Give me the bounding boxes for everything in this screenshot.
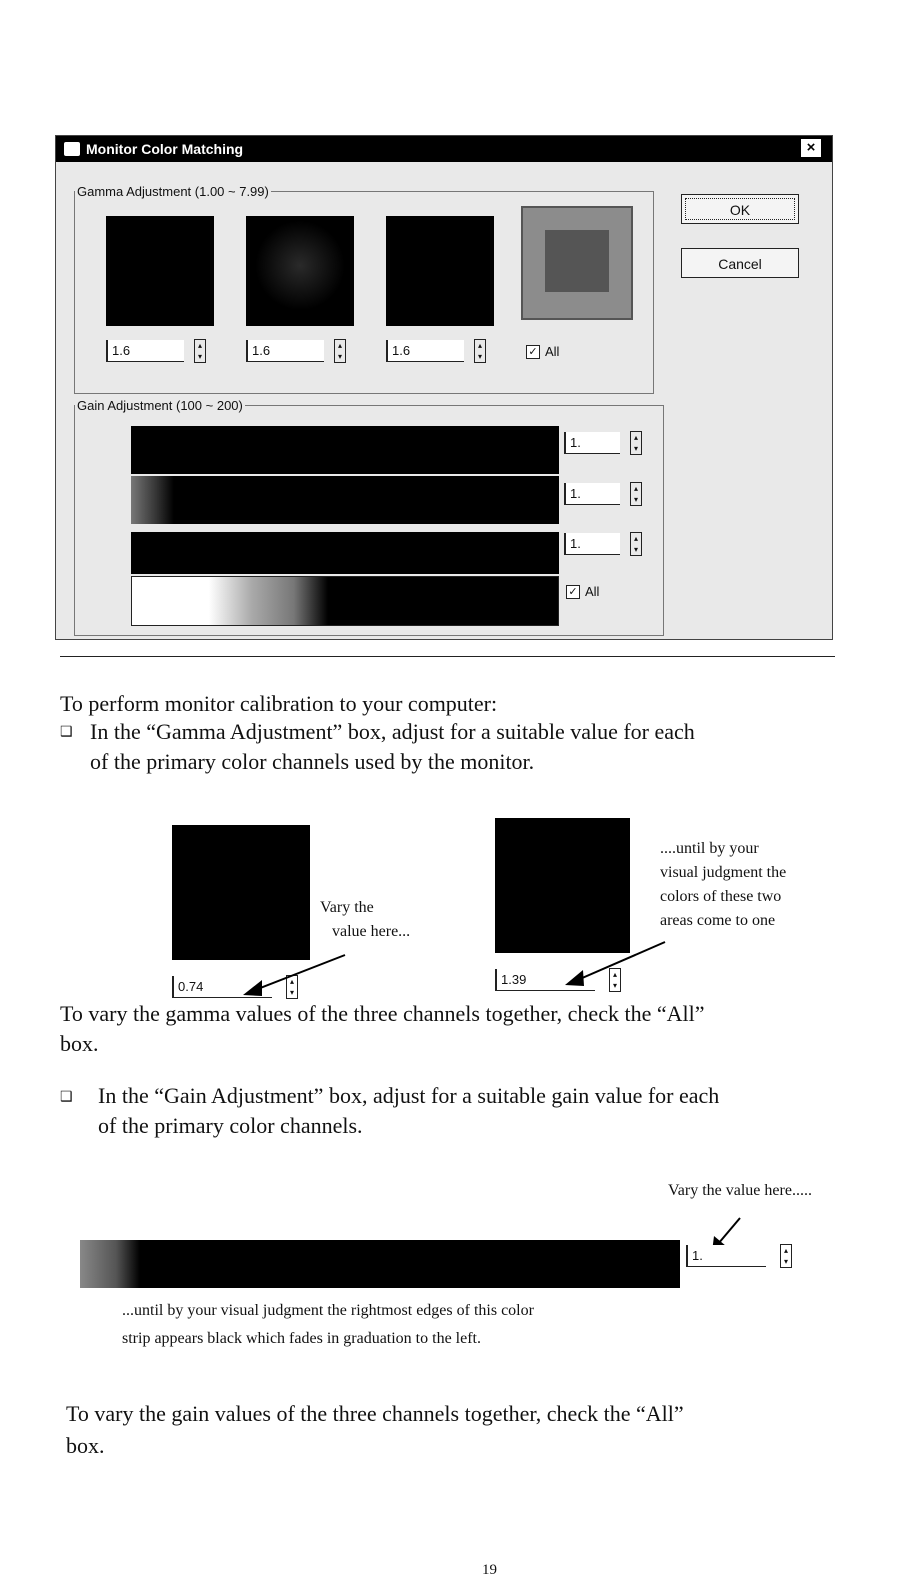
callout-arrowhead-2: [565, 970, 584, 986]
gain-red-input[interactable]: 1.: [564, 432, 620, 454]
gamma-green-arrows[interactable]: ▴ ▾: [334, 339, 346, 363]
gain-legend: Gain Adjustment (100 ~ 200): [77, 398, 243, 413]
gamma-legend: Gamma Adjustment (1.00 ~ 7.99): [77, 184, 269, 199]
bullet-icon: ❑: [60, 1090, 73, 1105]
gamma-all-check-icon[interactable]: ✓: [526, 345, 540, 359]
bullet2-line2: of the primary color channels.: [98, 1113, 363, 1138]
gain-blue-input[interactable]: 1.: [564, 533, 620, 555]
page-number: 19: [482, 1562, 497, 1578]
example2-caption-line3: colors of these two: [660, 888, 782, 905]
strip-caption-line1: ...until by your visual judgment the rightmost edges of this color: [122, 1302, 534, 1319]
example-gain-strip: [80, 1240, 680, 1288]
gamma-red-input[interactable]: 1.6: [106, 340, 184, 362]
bullet1-line1: In the “Gamma Adjustment” box, adjust for a suitable value for each: [90, 719, 695, 744]
gain-green-input[interactable]: 1.: [564, 483, 620, 505]
example1-caption-line1: Vary the: [320, 899, 374, 916]
intro-text: To perform monitor calibration to your computer:: [60, 691, 498, 716]
example2-caption-line2: visual judgment the: [660, 864, 787, 881]
callout-arrow-3: [718, 1218, 740, 1244]
example1-arrows: ▴ ▾: [286, 975, 298, 999]
example-gain-spinner: [686, 1244, 792, 1268]
gain-all-line1: To vary the gain values of the three channels together, check the “All”: [66, 1401, 684, 1426]
example2-arrows: ▴ ▾: [609, 968, 621, 992]
callout-arrowhead-1: [243, 980, 262, 996]
gamma-green-input[interactable]: 1.6: [246, 340, 324, 362]
dialog-title: Monitor Color Matching: [86, 141, 244, 157]
gamma-all-label: All: [545, 344, 560, 359]
example1-input: 0.74: [172, 976, 272, 998]
example2-caption-line4: areas come to one: [660, 912, 776, 929]
example2-input: 1.39: [495, 969, 595, 991]
example2-caption-line1: ....until by your: [660, 840, 759, 857]
gain-all-line2: box.: [66, 1433, 105, 1458]
gamma-red-arrows[interactable]: ▴ ▾: [194, 339, 206, 363]
cancel-button[interactable]: Cancel: [681, 248, 799, 278]
gain-green-arrows[interactable]: ▴ ▾: [630, 482, 642, 506]
strip-label: Vary the value here.....: [668, 1182, 812, 1199]
strip-caption-line2: strip appears black which fades in graduation to the left.: [122, 1330, 481, 1347]
gain-all-check-icon[interactable]: ✓: [566, 585, 580, 599]
gamma-all-line2: box.: [60, 1031, 99, 1056]
example1-caption-line2: value here...: [332, 923, 411, 940]
close-button[interactable]: ×: [800, 138, 822, 158]
ok-button[interactable]: OK: [681, 194, 799, 224]
bullet-icon: ❑: [60, 725, 73, 740]
gain-all-label: All: [585, 584, 600, 599]
example-gain-input: 1.: [686, 1245, 766, 1267]
gain-red-arrows[interactable]: ▴ ▾: [630, 431, 642, 455]
bullet2-line1: In the “Gain Adjustment” box, adjust for a suitable gain value for each: [98, 1083, 720, 1108]
gamma-blue-arrows[interactable]: ▴ ▾: [474, 339, 486, 363]
example-gain-arrows: ▴ ▾: [780, 1244, 792, 1268]
gamma-all-line1: To vary the gamma values of the three channels together, check the “All”: [60, 1001, 705, 1026]
gamma-blue-input[interactable]: 1.6: [386, 340, 464, 362]
gain-blue-arrows[interactable]: ▴ ▾: [630, 532, 642, 556]
bullet1-line2: of the primary color channels used by the monitor.: [90, 749, 535, 774]
callout-arrow-2: [573, 942, 665, 982]
callout-arrow-1: [250, 955, 345, 992]
